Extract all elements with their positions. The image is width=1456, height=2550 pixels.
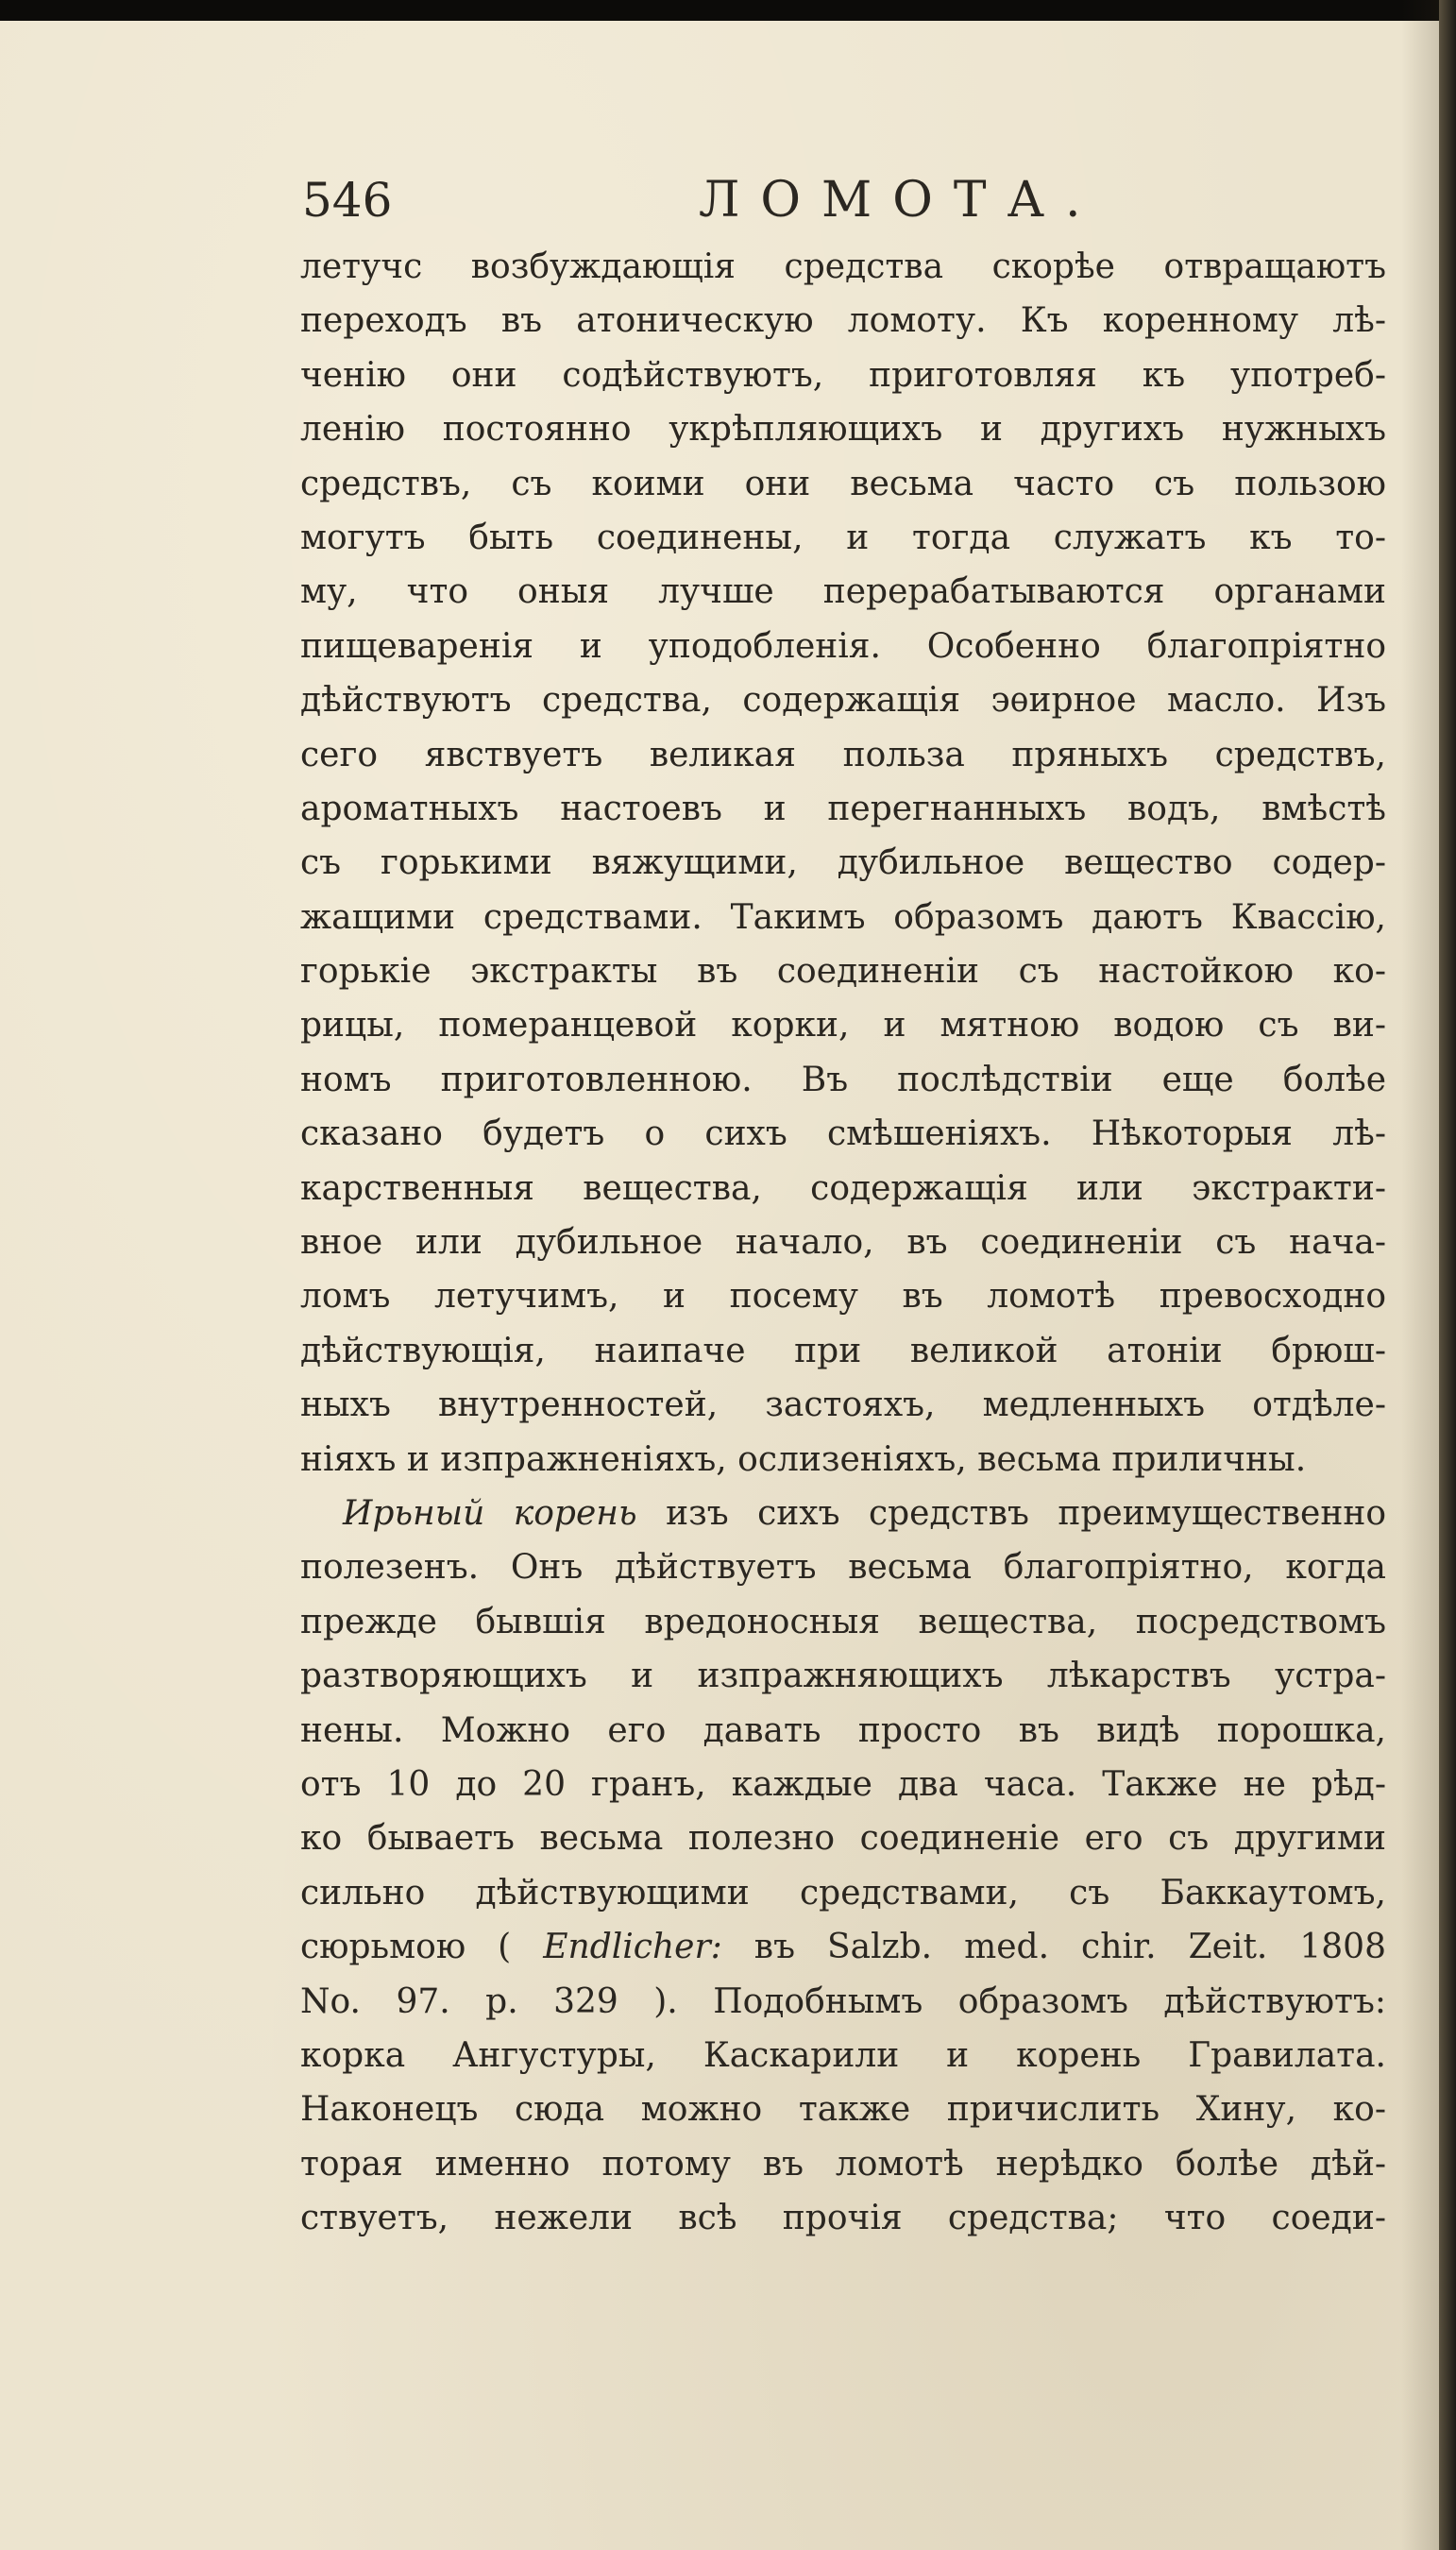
text-run: сюрьмою ( <box>300 1928 544 1967</box>
text-line: ныхъ внутренностей, застояхъ, медленныхъ отдѣле- <box>300 1386 1386 1425</box>
text-line: сего явствуетъ великая польза пряныхъ средствъ, <box>300 735 1386 774</box>
text-line: нены. Можно его давать просто въ видѣ порошка, <box>300 1710 1386 1750</box>
text-line: рицы, померанцевой корки, и мятною водою съ ви- <box>300 1006 1386 1046</box>
text-line: ароматныхъ настоевъ и перегнанныхъ водъ, вмѣстѣ <box>300 789 1386 828</box>
body-text <box>300 240 1386 2245</box>
scan-right-border <box>1439 0 1456 2550</box>
text-line: вное или дубильное начало, въ соединеніи съ нача- <box>300 1223 1386 1263</box>
text-line: могутъ быть соединены, и тогда служатъ къ то- <box>300 518 1386 557</box>
text-line: полезенъ. Онъ дѣйствуетъ весьма благопріятно, когда <box>300 1548 1386 1588</box>
text-line: ніяхъ и изпражненіяхъ, ослизеніяхъ, весьма приличны. <box>300 1439 1307 1479</box>
text-line: номъ приготовленною. Въ послѣдствіи еще болѣе <box>300 1060 1386 1099</box>
text-line: Наконецъ сюда можно также причислить Хину, ко- <box>300 2090 1386 2130</box>
text-line: карственныя вещества, содержащія или экстракти- <box>300 1168 1386 1208</box>
text-line: сказано будетъ о сихъ смѣшеніяхъ. Нѣкоторыя лѣ- <box>300 1114 1386 1154</box>
page-number: 546 <box>302 173 393 228</box>
scan-top-border <box>0 0 1456 21</box>
text-run: изъ сихъ средствъ преимущественно <box>636 1493 1386 1533</box>
text-line: горькіе экстракты въ соединеніи съ настойкою ко- <box>300 952 1386 992</box>
citation-line <box>300 1920 1386 1974</box>
italic-term: Ирьный корень <box>343 1493 637 1533</box>
text-line: съ горькими вяжущими, дубильное вещество содер- <box>300 843 1386 883</box>
text-line: пищеваренія и уподобленія. Особенно благопріятно <box>300 626 1386 666</box>
paragraph-2 <box>300 1487 1386 2245</box>
text-line: ленію постоянно укрѣпляющихъ и другихъ нужныхъ <box>300 410 1386 450</box>
text-line: сильно дѣйствующими средствами, съ Баккаутомъ, <box>300 1873 1386 1912</box>
text-line: му, что оныя лучше перерабатываются органами <box>300 572 1386 612</box>
text-line: ченію они содѣйствуютъ, приготовляя къ употреб- <box>300 355 1386 395</box>
text-line: средствъ, съ коими они весьма часто съ пользою <box>300 464 1386 503</box>
text-line: No. 97. p. 329 ). Подобнымъ образомъ дѣйствуютъ: <box>300 1981 1386 2021</box>
text-line: жащими средствами. Такимъ образомъ даютъ Квассію, <box>300 897 1386 937</box>
text-line: торая именно потому въ ломотѣ нерѣдко болѣе дѣй- <box>300 2144 1386 2184</box>
text-line: отъ 10 до 20 гранъ, каждые два часа. Также не рѣд- <box>300 1764 1386 1804</box>
text-run: въ Salzb. med. chir. Zeit. 1808 <box>721 1928 1386 1967</box>
text-line: переходъ въ атоническую ломоту. Къ коренному лѣ- <box>300 301 1386 341</box>
text-line: корка Ангустуры, Каскарили и корень Гравилата. <box>300 2035 1386 2075</box>
text-line: ко бываетъ весьма полезно соединеніе его съ другими <box>300 1819 1386 1859</box>
text-line: дѣйствующія, наипаче при великой атоніи брюш- <box>300 1331 1386 1370</box>
text-line: разтворяющихъ и изпражняющихъ лѣкарствъ устра- <box>300 1657 1386 1696</box>
text-line: ствуетъ, нежели всѣ прочія средства; что соеди- <box>300 2199 1386 2238</box>
paragraph-1 <box>300 240 1386 1487</box>
text-line <box>300 1487 1386 1540</box>
text-line: летучс возбуждающія средства скорѣе отвращаютъ <box>300 247 1386 286</box>
text-line: дѣйствуютъ средства, содержащія эѳирное масло. Изъ <box>300 681 1386 721</box>
page-gutter-shadow <box>1401 0 1439 2550</box>
running-title: ЛОМОТА. <box>699 172 1102 229</box>
page-header <box>302 172 1152 238</box>
text-line: ломъ летучимъ, и посему въ ломотѣ превосходно <box>300 1277 1386 1317</box>
citation-author: Endlicher: <box>543 1928 722 1967</box>
text-line: прежде бывшія вредоносныя вещества, посредствомъ <box>300 1602 1386 1641</box>
